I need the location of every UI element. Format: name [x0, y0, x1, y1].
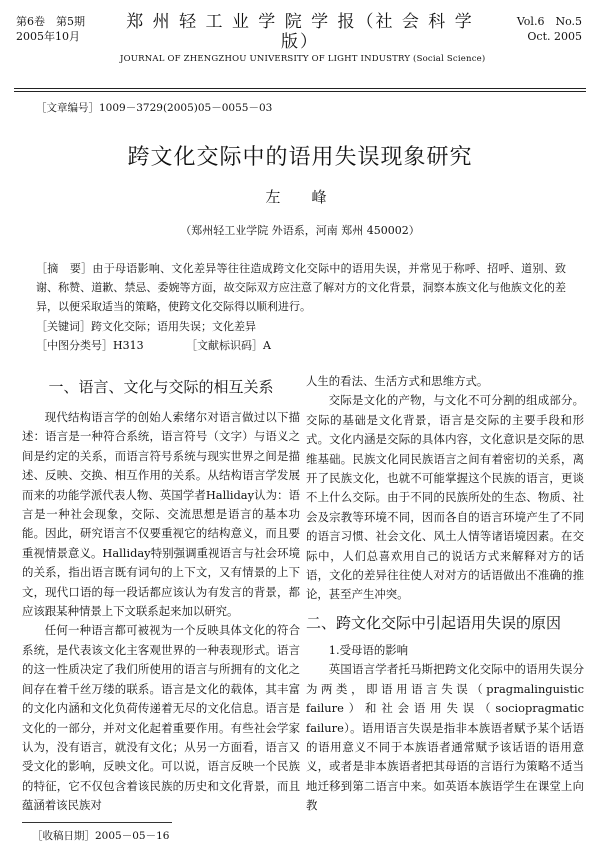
paragraph: 人生的看法、生活方式和思维方式。	[306, 374, 489, 388]
paragraph: 现代结构语言学的创始人索绪尔对语言做过以下描述：语言是一种符合系统，语言符号（文字）与语义之间是约定的关系，而语言符号系统与现实世界之间是描述、反映、交换、相互作用的关系。从结构语言学发展而来的功能学派代表人物、英国学者Halliday认为：语言是一种社会现象，交际、交流思想是语言的基本功能。因此，研究语言不仅要重视它的结构意义，而且要重视情景意义。Halliday特别强调重视语言与社会环境的关系，指出语言既有词句的上下文，又有情景的上下文，现代口语的每一段话都应该认为有发言的背景，都应该跟某种情景上下文联系起来加以研究。	[22, 410, 300, 619]
author: 左 峰	[265, 188, 335, 206]
keywords-text: 跨文化交际；语用失误；文化差异	[91, 320, 256, 333]
date-cn: 2005年10月	[16, 30, 80, 43]
paragraph: 交际是文化的产物，与文化不可分割的组成部分。交际的基础是文化背景，语言是交际的主要手段和形式。文化内涵是交际的具体内容，文化意识是交际的思维基础。民族文化同民族语言之间有着密切的关系，离开了民族文化，也就不可能掌握这个民族的语言，更谈不上什么交际。由于不同的民族所处的生态、物质、社会及宗教等环境不同，因而各自的语言环境产生了不同的语言习惯、社会文化、风土人情等诸语境因素。在交际中，人们总喜欢用自己的说话方式来解释对方的话语，文化的差异往往使人对对方的话语做出不准确的推论，甚至产生冲突。	[306, 393, 584, 602]
journal-title-en: JOURNAL OF ZHENGZHOU UNIVERSITY OF LIGHT INDUSTRY (Social Science)	[120, 54, 486, 64]
section-heading-1: 一、语言、文化与交际的相互关系	[48, 378, 274, 396]
classification-line	[36, 337, 566, 353]
left-column	[22, 372, 300, 816]
paragraph: 任何一种语言都可被视为一个反映具体文化的符合系统，是代表该文化主客观世界的一种表现形式。语言的这一性质决定了我们所使用的语言与所拥有的文化之间存在着千丝万缕的联系。语言是文化的载体，其丰富的文化内涵和文化负荷传递着无尽的文化信息。语言是文化的一部分，并对文化起着重要作用。有些社会学家认为，没有语言，就没有文化；从另一方面看，语言又受文化的影响，反映文化。可以说，语言反映一个民族的特征，它不仅包含着该民族的历史和文化背景，而且蕴涵着该民族对	[22, 623, 300, 813]
header-volume-en	[517, 14, 582, 44]
article-title: 跨文化交际中的语用失误现象研究	[127, 145, 473, 170]
doc-value: A	[263, 339, 271, 352]
right-column	[306, 372, 584, 816]
article-number: ［文章编号］1009－3729(2005)05－0055－03	[36, 102, 273, 114]
section-heading-2: 二、跨文化交际中引起语用失误的原因	[306, 613, 562, 632]
keywords	[36, 318, 566, 334]
abstract-label: ［摘 要］	[36, 262, 93, 275]
header-rule-top	[14, 88, 586, 89]
abstract-text: 由于母语影响、文化差异等往往造成跨文化交际中的语用失误，并常见于称呼、招呼、道别、致谢、称赞、道歉、禁忌、委婉等方面，故交际双方应注意了解对方的文化背景，洞察本族文化与他族文化的差异，以便采取适当的策略，使跨文化交际得以顺利进行。	[36, 262, 567, 313]
keywords-label: ［关键词］	[36, 320, 91, 333]
received-date: ［收稿日期］2005－05－16	[32, 830, 170, 842]
date-en: Oct. 2005	[527, 30, 582, 43]
journal-title-block	[120, 12, 486, 66]
doc-id	[186, 337, 271, 353]
doc-label: ［文献标识码］	[186, 339, 263, 352]
journal-title-cn: 郑 州 轻 工 业 学 院 学 报（社 会 科 学 版）	[126, 12, 474, 52]
header-volume-cn	[16, 14, 85, 44]
abstract	[36, 259, 566, 316]
footnote-rule	[22, 822, 172, 823]
header-rule-bottom	[14, 91, 586, 92]
volume-issue-en: Vol.6 No.5	[516, 15, 582, 28]
volume-issue-cn: 第6卷 第5期	[16, 15, 85, 28]
affiliation: （郑州轻工业学院 外语系，河南 郑州 450002）	[180, 224, 420, 237]
clc-label: ［中图分类号］	[36, 339, 113, 352]
paragraph: 英国语言学者托马斯把跨文化交际中的语用失误分为两类，即语用语言失误（pragmalinguistic failure）和社会语用失误（sociopragmatic failure）。语用语言失误是指非本族语者赋予某个话语的语用意义不同于本族语者通常赋予该话语的语用意义，或者是非本族语者把其母语的言语行为策略不适当地迁移到第二语言中来。如英语本族语学生在课堂上向教	[306, 662, 584, 813]
clc-value: H313	[113, 339, 144, 352]
subsection-heading-1: 1.受母语的影响	[328, 642, 409, 657]
